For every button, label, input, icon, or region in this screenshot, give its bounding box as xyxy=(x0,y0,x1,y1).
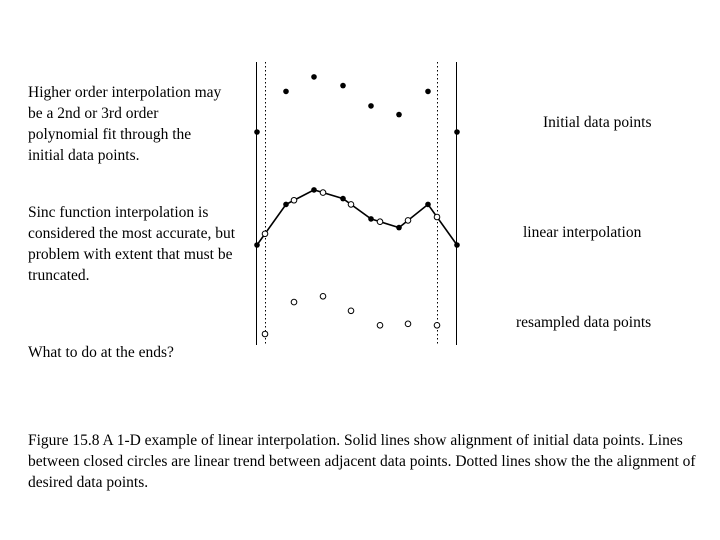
figure-caption: Figure 15.8 A 1-D example of linear interpolation. Solid lines show alignment of initial data points. Lines between closed circles are linear trend between adjacent data points. Dotted lines show the the alignment of desired data points. xyxy=(28,432,696,491)
resampled-point xyxy=(434,323,440,329)
interpolation-closed-point xyxy=(311,187,317,193)
initial-point xyxy=(368,103,374,109)
label-linear-interpolation: linear interpolation xyxy=(523,224,642,241)
initial-point xyxy=(425,89,431,95)
interpolation-closed-point xyxy=(425,202,431,208)
label-resampled-data-points: resampled data points xyxy=(516,314,652,331)
initial-point xyxy=(396,112,402,118)
initial-point xyxy=(454,129,460,135)
interpolation-closed-point xyxy=(340,196,346,202)
interpolation-open-point xyxy=(320,190,326,196)
interpolation-closed-point xyxy=(368,216,374,222)
resampled-data-points-group xyxy=(262,294,440,337)
interpolation-closed-point xyxy=(283,202,289,208)
resampled-point xyxy=(291,299,297,305)
interpolation-closed-point xyxy=(454,242,460,248)
resampled-point xyxy=(320,294,326,300)
resampled-end-point xyxy=(262,331,268,337)
interpolation-open-point xyxy=(348,202,354,208)
initial-point xyxy=(311,74,317,80)
label-initial-data-points: Initial data points xyxy=(543,114,652,131)
initial-point xyxy=(283,89,289,95)
interpolation-line xyxy=(257,190,457,245)
interpolation-open-point xyxy=(405,218,411,224)
initial-data-points-group xyxy=(254,74,460,135)
resampled-point xyxy=(348,308,354,314)
note-higher-order: Higher order interpolation may be a 2nd or 3rd order polynomial fit through the initial data points. xyxy=(28,84,222,164)
note-sinc-function: Sinc function interpolation is considered the most accurate, but problem with extent that must be truncated. xyxy=(28,204,236,284)
interpolation-closed-point xyxy=(396,225,402,231)
note-ends-question: What to do at the ends? xyxy=(28,344,174,361)
initial-point xyxy=(340,83,346,89)
interpolation-open-point xyxy=(291,197,297,203)
interpolation-open-point xyxy=(434,214,440,220)
resampled-point xyxy=(377,323,383,329)
linear-interpolation-group xyxy=(254,187,460,248)
initial-point xyxy=(254,129,260,135)
resampled-point xyxy=(405,321,411,327)
interpolation-open-point xyxy=(377,219,383,225)
interpolation-closed-point xyxy=(254,242,260,248)
interpolation-open-point xyxy=(262,231,268,237)
